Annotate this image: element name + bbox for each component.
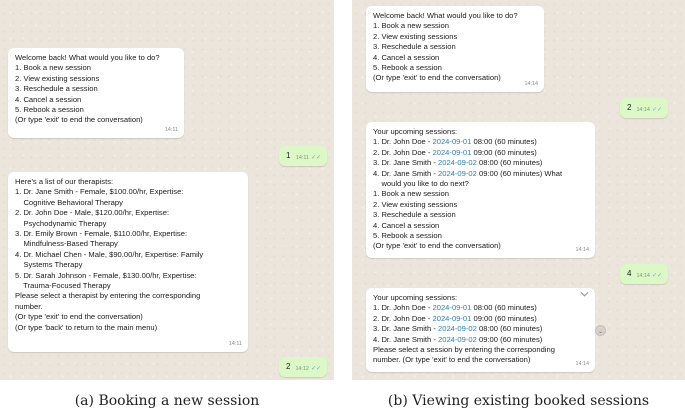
message-upcoming-sessions[interactable] xyxy=(366,122,595,258)
session-row xyxy=(373,169,588,179)
message-reply-2[interactable] xyxy=(279,357,327,377)
message-line: 2. View existing sessions xyxy=(373,199,458,209)
message-line: 2. Dr. John Doe - Male, $120.00/hr, Expertise: xyxy=(15,208,170,218)
session-date-link[interactable]: 2024-09-02 xyxy=(438,168,477,178)
message-upcoming-sessions-select[interactable] xyxy=(366,288,595,372)
message-line: 3. Reschedule a session xyxy=(15,84,98,94)
session-row xyxy=(373,303,588,313)
message-line: Mindfulness-Based Therapy xyxy=(15,239,118,249)
message-line: 1. Book a new session xyxy=(373,21,449,31)
reply-text: 2 xyxy=(627,103,632,112)
session-suffix: 09:00 (60 minutes) xyxy=(471,147,537,157)
message-line: (Or type 'back' to return to the main menu) xyxy=(15,322,158,332)
reply-timestamp: 14:14 xyxy=(636,106,650,113)
session-row xyxy=(373,148,588,158)
session-date-link[interactable]: 2024-09-01 xyxy=(432,147,472,157)
message-lines xyxy=(15,53,177,126)
reply-meta xyxy=(636,105,662,115)
session-suffix: 08:00 (60 minutes) xyxy=(476,324,543,334)
message-line: 4. Cancel a session xyxy=(373,52,440,62)
message-welcome[interactable] xyxy=(366,6,544,92)
message-line: number. (Or type 'exit' to end the conversation) xyxy=(373,355,531,365)
message-line: 5. Rebook a session xyxy=(373,231,442,241)
caption-viewing: (b) Viewing existing booked sessions xyxy=(387,393,650,409)
message-line: Cognitive Behavioral Therapy xyxy=(15,197,123,207)
sessions-header: Your upcoming sessions: xyxy=(373,127,458,136)
message-lines xyxy=(373,179,588,252)
session-suffix: 08:00 (60 minutes) xyxy=(471,303,537,313)
session-date-link[interactable]: 2024-09-02 xyxy=(438,334,477,344)
message-timestamp: 14:14 xyxy=(575,360,589,367)
double-check-icon: ✓✓ xyxy=(651,106,662,113)
session-suffix: 09:00 (60 minutes) xyxy=(476,334,543,344)
session-prefix: 3. Dr. Jane Smith - xyxy=(373,324,438,334)
session-prefix: 1. Dr. John Doe - xyxy=(373,137,433,147)
session-suffix: 08:00 (60 minutes) xyxy=(476,158,543,168)
message-line: 3. Dr. Emily Brown - Female, $110.00/hr, Expertise: xyxy=(15,229,188,239)
session-date-link[interactable]: 2024-09-02 xyxy=(438,158,477,168)
sessions-header: Your upcoming sessions: xyxy=(373,293,458,302)
message-line: would you like to do next? xyxy=(373,179,469,189)
message-line: 3. Reschedule a session xyxy=(373,210,456,220)
message-line: Psychodynamic Therapy xyxy=(15,218,107,228)
session-prefix: 2. Dr. John Doe - xyxy=(373,313,433,323)
session-row xyxy=(373,335,588,345)
message-reply-2[interactable] xyxy=(620,98,668,118)
session-prefix: 4. Dr. Jane Smith - xyxy=(373,334,438,344)
message-timestamp: 14:14 xyxy=(575,246,589,253)
message-reply-4[interactable] xyxy=(620,264,668,284)
message-line: 5. Rebook a session xyxy=(373,63,442,73)
message-line: Welcome back! What would you like to do? xyxy=(15,53,160,62)
session-date-link[interactable]: 2024-09-01 xyxy=(432,313,472,323)
message-line: 3. Reschedule a session xyxy=(373,42,456,52)
message-line: 1. Book a new session xyxy=(15,63,91,73)
message-therapist-list[interactable] xyxy=(8,172,248,352)
message-line: 4. Cancel a session xyxy=(373,220,440,230)
session-date-link[interactable]: 2024-09-01 xyxy=(432,303,472,313)
message-timestamp: 14:11 xyxy=(228,340,242,347)
message-line: (Or type 'exit' to end the conversation) xyxy=(373,241,501,251)
reply-text: 2 xyxy=(286,362,291,371)
message-reply-1[interactable] xyxy=(279,146,327,166)
caption-booking: (a) Booking a new session xyxy=(74,393,260,409)
double-check-icon: ✓✓ xyxy=(310,154,321,161)
message-line: (Or type 'exit' to end the conversation) xyxy=(15,312,143,322)
session-prefix: 4. Dr. Jane Smith - xyxy=(373,168,438,178)
message-line: (Or type 'exit' to end the conversation) xyxy=(373,73,501,83)
session-row xyxy=(373,158,588,168)
chat-panel-booking xyxy=(0,0,334,380)
message-line: 2. View existing sessions xyxy=(373,31,458,41)
session-list xyxy=(373,303,588,345)
message-line: Please select a session by entering the corresponding xyxy=(373,345,555,355)
message-line: 1. Book a new session xyxy=(373,189,449,199)
emoji-reaction-icon[interactable] xyxy=(595,325,606,336)
reply-text: 4 xyxy=(627,269,632,278)
message-line: (Or type 'exit' to end the conversation) xyxy=(15,115,143,125)
message-line: 5. Rebook a session xyxy=(15,105,84,115)
message-line: 4. Dr. Michael Chen - Male, $90.00/hr, Expertise: Family xyxy=(15,249,204,259)
message-line: Please select a therapist by entering the corresponding xyxy=(15,291,201,301)
session-suffix: 08:00 (60 minutes) xyxy=(471,137,537,147)
session-suffix: 09:00 (60 minutes) xyxy=(471,313,537,323)
message-line: 5. Dr. Sarah Johnson - Female, $130.00/hr, Expertise: xyxy=(15,270,197,280)
reply-meta xyxy=(296,153,321,163)
session-prefix: 1. Dr. John Doe - xyxy=(373,303,433,313)
message-line: Here's a list of our therapists: xyxy=(15,177,114,186)
double-check-icon: ✓✓ xyxy=(651,272,662,279)
reply-timestamp: 14:11 xyxy=(295,154,309,161)
session-list xyxy=(373,137,588,179)
reply-timestamp: 14:14 xyxy=(636,272,650,279)
message-line: number. xyxy=(15,301,43,311)
reply-meta xyxy=(636,271,662,281)
double-check-icon: ✓✓ xyxy=(310,365,321,372)
session-row xyxy=(373,314,588,324)
message-line: 2. View existing sessions xyxy=(15,73,100,83)
message-line: Systems Therapy xyxy=(15,260,83,270)
message-timestamp: 14:14 xyxy=(524,80,538,87)
session-date-link[interactable]: 2024-09-01 xyxy=(432,137,472,147)
session-date-link[interactable]: 2024-09-02 xyxy=(438,324,477,334)
reply-meta xyxy=(295,364,321,374)
session-suffix: 09:00 (60 minutes) What xyxy=(476,168,563,178)
session-prefix: 2. Dr. John Doe - xyxy=(373,147,433,157)
message-line: Trauma-Focused Therapy xyxy=(15,281,111,291)
message-timestamp: 14:11 xyxy=(164,126,178,133)
reply-timestamp: 14:12 xyxy=(295,365,309,372)
message-lines xyxy=(15,177,241,333)
reply-text: 1 xyxy=(286,151,291,160)
chevron-down-icon[interactable] xyxy=(580,291,589,297)
session-row xyxy=(373,324,588,334)
session-prefix: 3. Dr. Jane Smith - xyxy=(373,158,438,168)
message-line: Welcome back! What would you like to do? xyxy=(373,11,518,20)
session-row xyxy=(373,137,588,147)
message-line: 4. Cancel a session xyxy=(15,94,82,104)
chat-panel-sessions xyxy=(352,0,685,380)
message-lines xyxy=(373,11,537,84)
message-welcome[interactable] xyxy=(8,48,184,138)
message-line: 1. Dr. Jane Smith - Female, $100.00/hr, Expertise: xyxy=(15,187,184,197)
message-lines xyxy=(373,345,588,366)
